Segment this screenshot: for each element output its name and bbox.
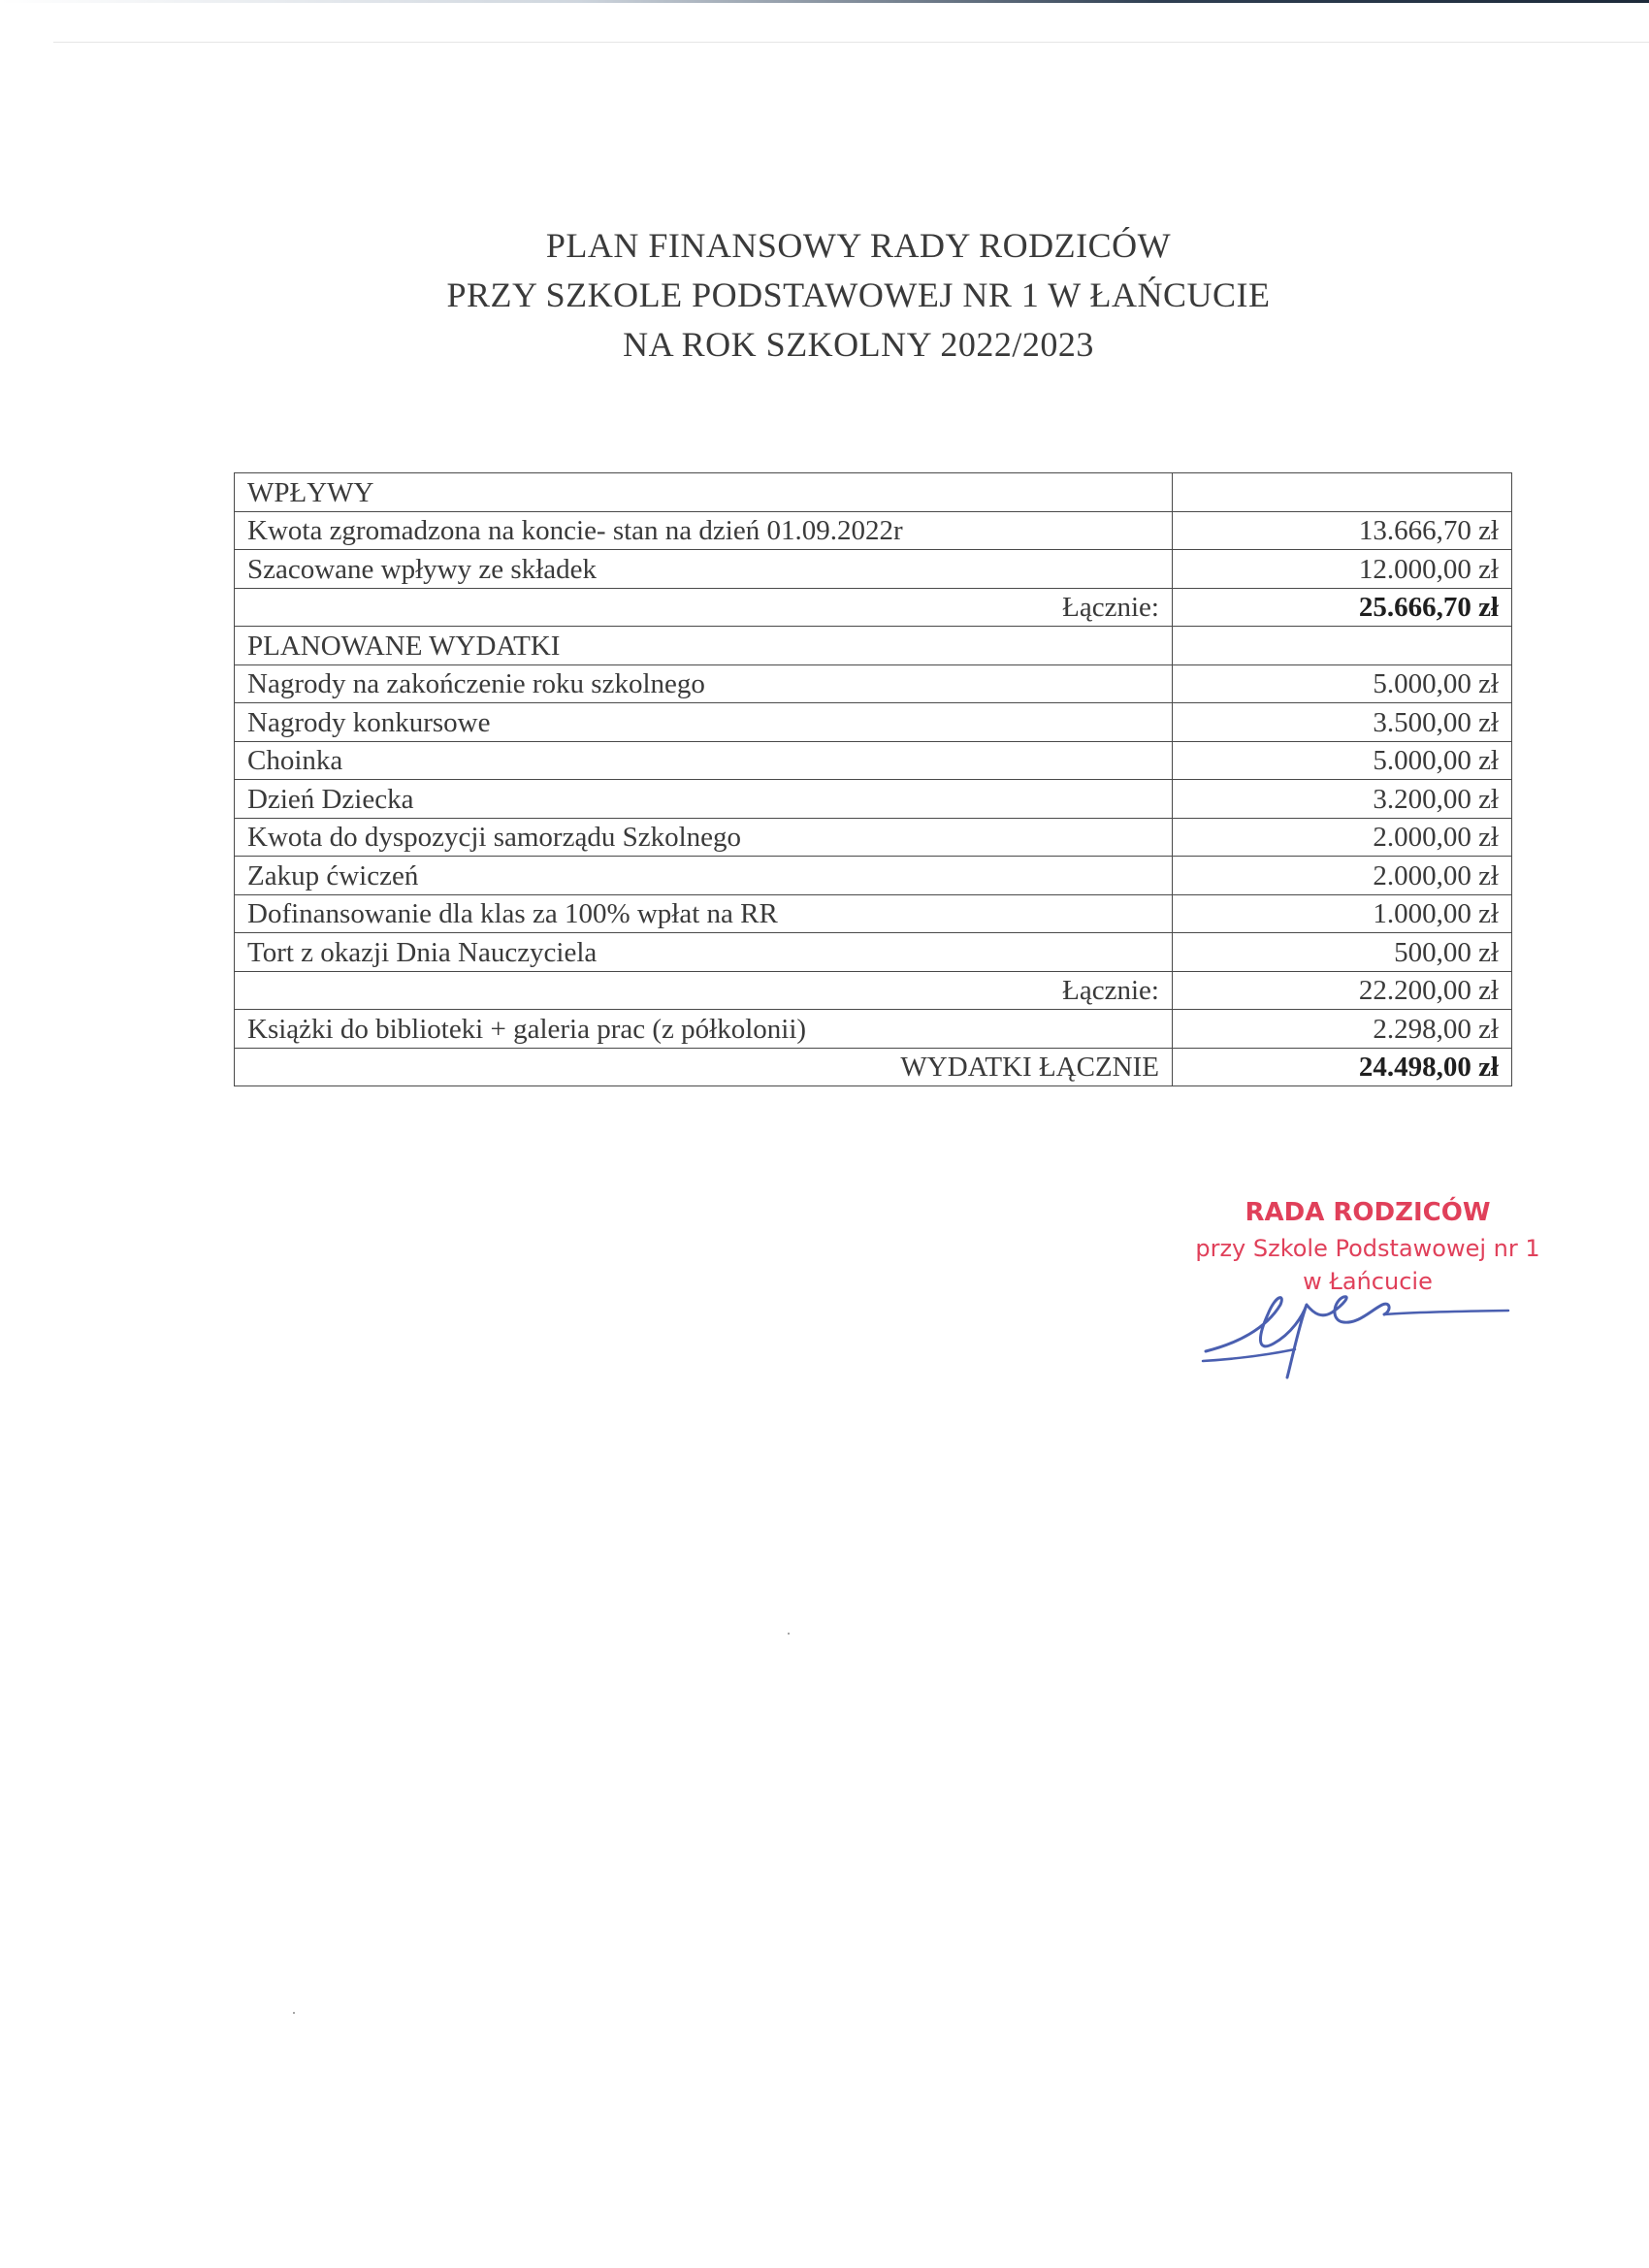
expenses-total-label: WYDATKI ŁĄCZNIE [235,1048,1173,1086]
income-total-amount: 25.666,70 zł [1173,588,1512,627]
scan-speck [293,2012,295,2014]
table-row-income-header [235,473,1512,512]
table-row [235,894,1512,933]
title-line-1: PLAN FINANSOWY RADY RODZICÓW [545,226,1172,265]
expenses-subtotal-label: Łącznie: [235,971,1173,1010]
income-row-amount: 13.666,70 zł [1173,511,1512,550]
income-row-label: Kwota zgromadzona na koncie- stan na dzień 01.09.2022r [235,511,1173,550]
expense-row-amount: 2.000,00 zł [1173,818,1512,857]
income-total-label: Łącznie: [235,588,1173,627]
table-row [235,1010,1512,1049]
income-row-label: Szacowane wpływy ze składek [235,550,1173,589]
expense-row-label: Choinka [235,741,1173,780]
expense-row-label: Nagrody na zakończenie roku szkolnego [235,664,1173,703]
expense-row-amount: 500,00 zł [1173,933,1512,972]
signature-stroke-tail [1384,1311,1508,1314]
expenses-total-amount: 24.498,00 zł [1173,1048,1512,1086]
income-header-amount [1173,473,1512,512]
table-row [235,933,1512,972]
table-row [235,741,1512,780]
expense-row-amount: 3.200,00 zł [1173,780,1512,819]
expense-row-label: Tort z okazji Dnia Nauczyciela [235,933,1173,972]
table-row-expenses-subtotal [235,971,1512,1010]
expense-row-label: Kwota do dyspozycji samorządu Szkolnego [235,818,1173,857]
scan-speck [788,1633,790,1635]
scan-top-edge [0,0,1649,3]
table-row-expenses-total [235,1048,1512,1086]
signature-stroke-middle [1307,1297,1389,1322]
expense-row-amount: 1.000,00 zł [1173,894,1512,933]
title-line-3: NA ROK SZKOLNY 2022/2023 [623,325,1094,364]
table-row [235,511,1512,550]
signature-stroke-main [1206,1298,1307,1377]
financial-plan-table [234,472,1512,1086]
expenses-header-amount [1173,627,1512,665]
expense-row-amount: 2.000,00 zł [1173,857,1512,895]
expense-row-label: Zakup ćwiczeń [235,857,1173,895]
expense-row-amount: 3.500,00 zł [1173,703,1512,742]
expenses-header: PLANOWANE WYDATKI [235,627,1173,665]
expense-row-label: Nagrody konkursowe [235,703,1173,742]
expense-row-label: Dofinansowanie dla klas za 100% wpłat na RR [235,894,1173,933]
signature-stroke-base [1203,1349,1295,1361]
table-row [235,780,1512,819]
handwritten-signature [1198,1276,1518,1382]
table-row-expenses-header [235,627,1512,665]
stamp-line-1: przy Szkole Podstawowej nr 1 [1195,1235,1540,1262]
table-row [235,703,1512,742]
document-title [0,221,1649,370]
table-row-income-total [235,588,1512,627]
stamp-line-2: w Łańcucie [1303,1268,1433,1295]
extra-row-amount: 2.298,00 zł [1173,1010,1512,1049]
table-row [235,818,1512,857]
scan-line [53,42,1649,43]
expense-row-label: Dzień Dziecka [235,780,1173,819]
stamp-title: RADA RODZICÓW [1245,1198,1491,1227]
extra-row-label: Książki do biblioteki + galeria prac (z półkolonii) [235,1010,1173,1049]
expense-row-amount: 5.000,00 zł [1173,741,1512,780]
income-header: WPŁYWY [235,473,1173,512]
expenses-subtotal-amount: 22.200,00 zł [1173,971,1512,1010]
expense-row-amount: 5.000,00 zł [1173,664,1512,703]
table-row [235,857,1512,895]
title-line-2: PRZY SZKOLE PODSTAWOWEJ NR 1 W ŁAŃCUCIE [446,275,1271,314]
table-row [235,550,1512,589]
table-row [235,664,1512,703]
income-row-amount: 12.000,00 zł [1173,550,1512,589]
